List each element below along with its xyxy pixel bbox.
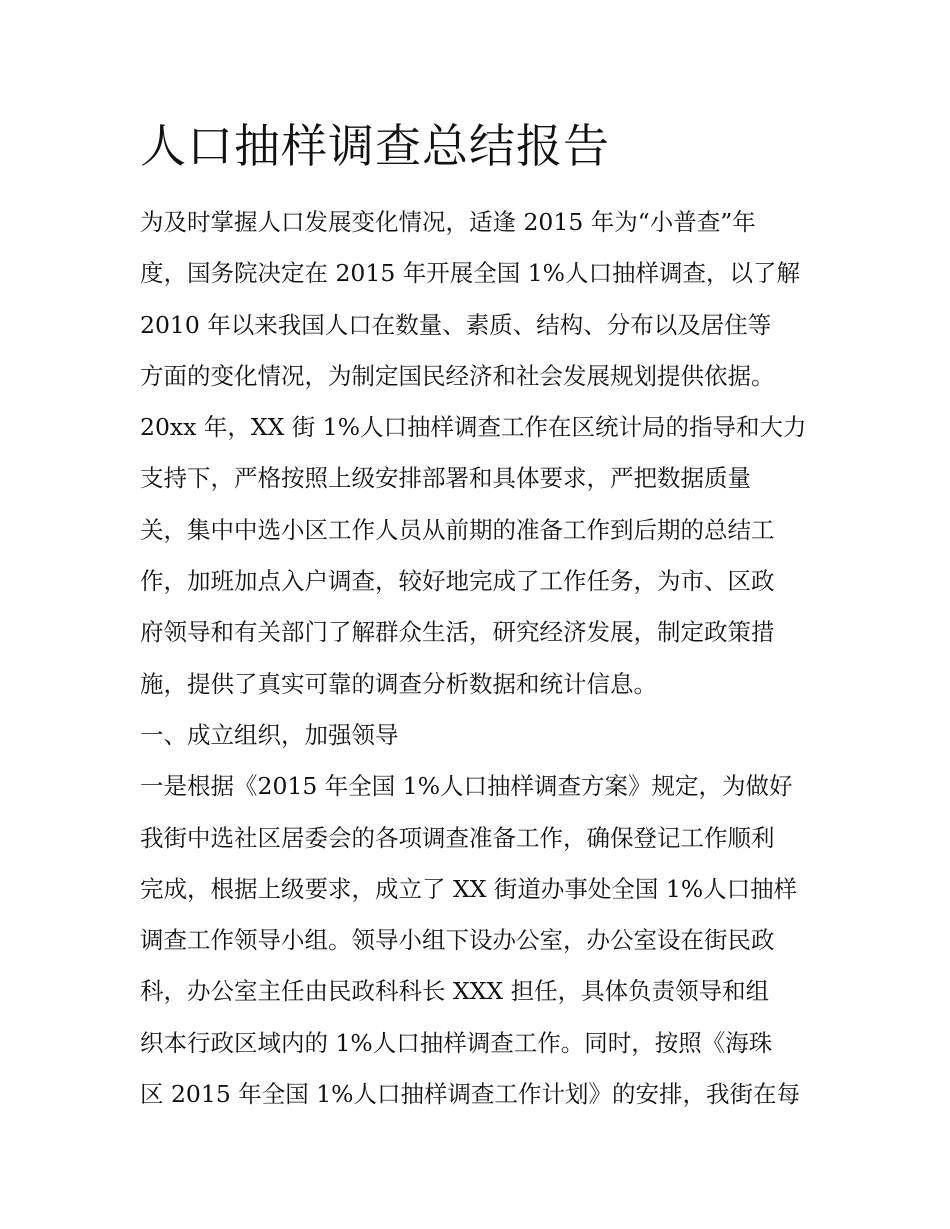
paragraph-line: 施，提供了真实可靠的调查分析数据和统计信息。 — [140, 669, 657, 698]
paragraph-line: 方面的变化情况，为制定国民经济和社会发展规划提供依据。 — [140, 361, 775, 390]
paragraph-line: 为及时掌握人口发展变化情况，适逢 2015 年为“小普查”年 — [140, 208, 756, 236]
paragraph-line: 我街中选社区居委会的各项调查准备工作，确保登记工作顺利 — [140, 823, 775, 852]
document-title: 人口抽样调查总结报告 — [140, 119, 610, 173]
paragraph-line: 作，加班加点入户调查，较好地完成了工作任务，为市、区政 — [140, 567, 775, 596]
paragraph-line: 区 2015 年全国 1%人口抽样调查工作计划》的安排，我街在每 — [140, 1080, 800, 1109]
paragraph-line: 支持下，严格按照上级安排部署和具体要求，严把数据质量 — [140, 464, 751, 493]
paragraph-line: 度，国务院决定在 2015 年开展全国 1%人口抽样调查，以了解 — [140, 259, 800, 288]
paragraph-line: 一是根据《2015 年全国 1%人口抽样调查方案》规定，为做好 — [140, 772, 793, 801]
document-body — [140, 197, 820, 1120]
paragraph-line: 20xx 年，XX 街 1%人口抽样调查工作在区统计局的指导和大力 — [140, 413, 807, 442]
paragraph-line: 2010 年以来我国人口在数量、素质、结构、分布以及居住等 — [140, 310, 772, 339]
paragraph-line: 调查工作领导小组。领导小组下设办公室，办公室设在街民政 — [140, 926, 775, 955]
paragraph-line: 府领导和有关部门了解群众生活，研究经济发展，制定政策措 — [140, 618, 775, 647]
paragraph-line: 织本行政区域内的 1%人口抽样调查工作。同时，按照《海珠 — [140, 1028, 773, 1057]
paragraph-line: 关，集中中选小区工作人员从前期的准备工作到后期的总结工 — [140, 515, 775, 544]
paragraph-line: 完成，根据上级要求，成立了 XX 街道办事处全国 1%人口抽样 — [140, 874, 798, 903]
paragraph-line: 科，办公室主任由民政科科长 XXX 担任，具体负责领导和组 — [140, 977, 770, 1006]
section-heading: 一、成立组织，加强领导 — [140, 720, 399, 749]
